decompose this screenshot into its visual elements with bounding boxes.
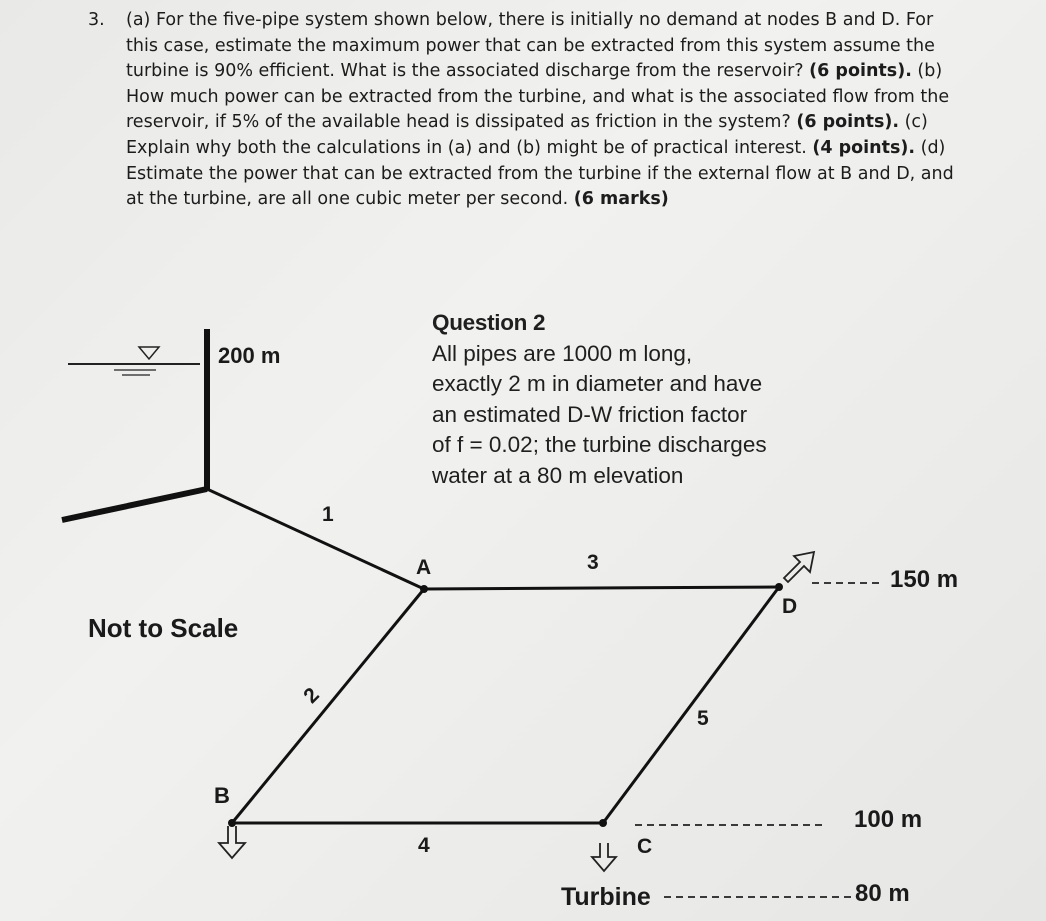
question-segment-c: (c) Explain why both the calculations in (a) and (b) might be of practical interest. (126, 112, 928, 158)
pipe-3 (424, 587, 779, 589)
question-points-d: (6 marks) (573, 189, 669, 210)
node-d (775, 583, 783, 591)
pipe-5-label: 5 (697, 707, 709, 730)
node-d-label: D (782, 595, 798, 618)
node-c-label: C (637, 835, 653, 858)
node-b-label: B (214, 783, 230, 808)
node-a-label: A (416, 556, 432, 579)
question-points-c: (4 points). (812, 137, 916, 158)
pipe-2-label: 2 (299, 683, 324, 708)
pipe-2 (232, 589, 424, 823)
note-line: exactly 2 m in diameter and have (432, 371, 763, 396)
elevation-c-label: 100 m (854, 806, 923, 833)
note-title: Question 2 (432, 310, 546, 335)
pipe-5 (603, 587, 779, 823)
node-c (599, 819, 607, 827)
outflow-arrow-b-icon (219, 826, 245, 858)
note-line: of f = 0.02; the turbine discharges (432, 432, 767, 457)
question-segment-d: (d) Estimate the power that can be extracted from the turbine if the external flow at B and D, and at the turbine, are all one cubic meter per second. (126, 137, 954, 210)
pipe-1 (207, 489, 424, 589)
note-line: water at a 80 m elevation (432, 462, 684, 488)
elevation-d-label: 150 m (890, 566, 959, 593)
reservoir-elevation-label: 200 m (218, 343, 281, 368)
question-points-a: (6 points). (809, 61, 912, 82)
water-level-symbol (139, 347, 159, 359)
pipe-4-label: 4 (418, 834, 430, 857)
question-segment-b: (b) How much power can be extracted from the turbine, and what is the associated flow from the reservoir, if 5% of the available head is dissipated as friction in the system? (126, 61, 950, 133)
pipe-3-label: 3 (587, 551, 599, 574)
outflow-arrow-turbine-icon (592, 843, 616, 871)
question-points-b: (6 points). (796, 112, 900, 133)
turbine-label: Turbine (561, 883, 651, 911)
question-2-note (432, 308, 852, 491)
outflow-arrow-d-icon (784, 552, 814, 582)
reservoir-bottom (62, 489, 207, 520)
question-number: 3. (88, 10, 105, 30)
elevation-turbine-label: 80 m (855, 880, 910, 907)
question-segment-a: (a) For the five-pipe system shown below, there is initially no demand at nodes B and D. For this case, estimate the maximum power that can be extracted from this system assume the turbine is 90% efficient. What is the associated discharge from the reservoir? (126, 10, 935, 82)
node-a (420, 585, 428, 593)
note-line: an estimated D-W friction factor (432, 401, 748, 427)
node-b (228, 819, 236, 827)
pipe-1-label: 1 (322, 503, 334, 526)
not-to-scale-label: Not to Scale (88, 613, 239, 643)
note-line: All pipes are 1000 m long, (432, 340, 693, 366)
